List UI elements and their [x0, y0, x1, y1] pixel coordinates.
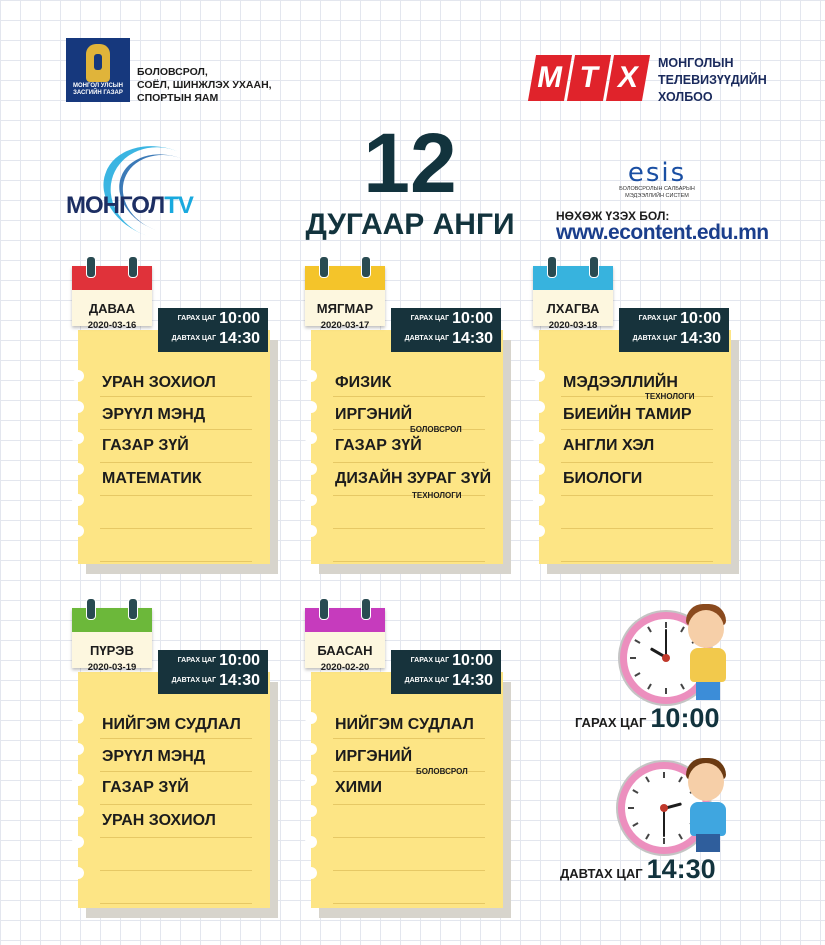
soyombo-emblem-icon — [86, 44, 110, 82]
air-time-value: 10:00 — [219, 652, 260, 669]
day-tab — [305, 608, 385, 673]
clock-tick — [680, 626, 685, 632]
day-tab — [72, 608, 152, 673]
air-time-row — [411, 652, 493, 670]
clock-tick — [647, 626, 652, 632]
gov-emblem-text: МОНГОЛ УЛСЫН ЗАСГИЙН ГАЗАР — [73, 83, 123, 96]
ruled-line — [100, 804, 252, 805]
repeat-time-row — [172, 330, 260, 348]
binder-holes — [305, 712, 317, 898]
subject-item: УРАН ЗОХИОЛ — [102, 374, 216, 391]
ministry-name-line: СОЁЛ, ШИНЖЛЭХ УХААН, — [137, 79, 272, 91]
air-time-label: ГАРАХ ЦАГ — [410, 657, 450, 664]
ruled-line — [333, 396, 485, 397]
calendar-rings-icon — [319, 598, 371, 620]
air-time-value: 10:00 — [680, 310, 721, 327]
ruled-line — [100, 429, 252, 430]
ruled-line — [333, 804, 485, 805]
ruled-line — [100, 903, 252, 904]
grade-title: ДУГААР АНГИ — [305, 208, 515, 241]
ruled-line — [100, 528, 252, 529]
clock-tick — [634, 639, 640, 644]
air-time-label: ГАРАХ ЦАГ — [638, 315, 678, 322]
subject-item: НИЙГЭМ СУДЛАЛ — [335, 716, 474, 733]
calendar-rings-icon — [86, 256, 138, 278]
mongol-tv-wordmark — [66, 192, 193, 220]
clock-tick — [628, 807, 634, 809]
ruled-line — [100, 837, 252, 838]
ruled-line — [561, 528, 713, 529]
day-date: 2020-03-19 — [87, 662, 137, 673]
repeat-time-label: ДАВТАХ ЦАГ — [632, 335, 678, 342]
ministry-name — [137, 66, 297, 105]
mtx-letter: Х — [606, 55, 650, 101]
ruled-line — [100, 561, 252, 562]
subject-item: МЭДЭЭЛЛИЙН — [563, 374, 678, 391]
clock-tick — [645, 833, 650, 839]
esis-subtitle: БОЛОВСРОЛЫН САЛБАРЫН — [619, 186, 695, 192]
mongol-tv-logo — [66, 148, 216, 240]
binder-holes — [305, 370, 317, 556]
binder-holes — [72, 370, 84, 556]
air-time-caption-value: 10:00 — [650, 703, 720, 733]
ruled-line — [333, 528, 485, 529]
subject-item: ИРГЭНИЙ — [335, 748, 413, 765]
subject-item: ИРГЭНИЙ — [335, 406, 413, 423]
calendar-rings-icon — [547, 256, 599, 278]
ruled-line — [561, 495, 713, 496]
broadcast-times — [158, 308, 268, 352]
ruled-line — [100, 462, 252, 463]
binder-holes — [533, 370, 545, 556]
ruled-line — [333, 870, 485, 871]
esis-logo — [612, 160, 702, 200]
air-time-value: 10:00 — [452, 310, 493, 327]
day-name: МЯГМАР — [316, 301, 374, 316]
day-name: ДАВАА — [88, 301, 136, 316]
ruled-line — [561, 429, 713, 430]
ruled-line — [333, 429, 485, 430]
clock-tick — [632, 789, 638, 794]
subject-item: ХИМИ — [335, 779, 382, 796]
subject-item: БИЕИЙН ТАМИР — [563, 406, 692, 423]
repeat-time-row — [172, 672, 260, 690]
mtx-name-line: ХОЛБОО — [658, 90, 713, 104]
air-time-caption-label: ГАРАХ ЦАГ — [575, 715, 647, 730]
day-date: 2020-03-18 — [548, 320, 598, 331]
clock-tick — [678, 833, 683, 839]
air-time-row — [411, 310, 493, 328]
repeat-time-value: 14:30 — [680, 330, 721, 347]
repeat-time-value: 14:30 — [452, 672, 493, 689]
esis-subtitle: МЭДЭЭЛЛИЙН СИСТЕМ — [625, 193, 689, 199]
repeat-time-row — [405, 330, 493, 348]
subject-item: ГАЗАР ЗҮЙ — [102, 437, 189, 454]
clock-tick — [663, 838, 665, 844]
air-time-label: ГАРАХ ЦАГ — [410, 315, 450, 322]
ministry-name-line: СПОРТЫН ЯАМ — [137, 92, 219, 104]
clock-tick — [632, 822, 638, 827]
day-date: 2020-02-20 — [320, 662, 370, 673]
econtent-link[interactable]: www.econtent.edu.mn — [556, 221, 769, 244]
air-time-caption — [575, 703, 719, 734]
ruled-line — [333, 462, 485, 463]
repeat-time-row — [633, 330, 721, 348]
day-tab — [72, 266, 152, 331]
ruled-line — [100, 771, 252, 772]
air-time-row — [178, 652, 260, 670]
repeat-time-label: ДАВТАХ ЦАГ — [171, 677, 217, 684]
broadcast-times — [391, 650, 501, 694]
esis-wordmark: esis — [627, 158, 687, 188]
clock-tick — [630, 657, 636, 659]
subject-item: ГАЗАР ЗҮЙ — [102, 779, 189, 796]
broadcast-times — [619, 308, 729, 352]
clock-tick — [647, 683, 652, 689]
subject-item: ФИЗИК — [335, 374, 392, 391]
repeat-time-value: 14:30 — [219, 672, 260, 689]
subject-subnote: БОЛОВСРОЛ — [416, 767, 468, 776]
clock-center — [662, 654, 670, 662]
day-tab — [533, 266, 613, 331]
mtx-letter: М — [528, 55, 572, 101]
clock-tick — [634, 672, 640, 677]
day-name: ПҮРЭВ — [90, 643, 134, 658]
subject-item: ЭРҮҮЛ МЭНД — [102, 406, 206, 423]
clock-tick — [645, 776, 650, 782]
ruled-line — [100, 495, 252, 496]
subject-item: БИОЛОГИ — [563, 470, 643, 487]
mtx-name-line: ТЕЛЕВИЗҮҮДИЙН — [658, 73, 767, 87]
ruled-line — [100, 738, 252, 739]
subject-subnote: БОЛОВСРОЛ — [410, 425, 462, 434]
binder-holes — [72, 712, 84, 898]
air-time-row — [639, 310, 721, 328]
repeat-time-caption — [560, 854, 716, 885]
mtx-association-name — [658, 55, 798, 106]
repeat-time-caption-value: 14:30 — [646, 854, 716, 884]
clock-tick — [665, 622, 667, 628]
subject-item: АНГЛИ ХЭЛ — [563, 437, 655, 454]
grade-number: 12 — [363, 116, 457, 210]
repeat-time-value: 14:30 — [219, 330, 260, 347]
broadcast-times — [158, 650, 268, 694]
day-date: 2020-03-17 — [320, 320, 370, 331]
subject-subnote: ТЕХНОЛОГИ — [412, 491, 462, 500]
repeat-time-row — [405, 672, 493, 690]
repeat-time-label: ДАВТАХ ЦАГ — [171, 335, 217, 342]
minute-hand — [663, 808, 665, 837]
air-time-label: ГАРАХ ЦАГ — [177, 657, 217, 664]
clock-tick — [678, 776, 683, 782]
day-tab — [305, 266, 385, 331]
mtx-letter: Т — [567, 55, 611, 101]
ruled-line — [333, 903, 485, 904]
day-date: 2020-03-16 — [87, 320, 137, 331]
ministry-name-line: БОЛОВСРОЛ, — [137, 66, 208, 78]
subject-item: ДИЗАЙН ЗУРАГ ЗҮЙ — [335, 470, 492, 487]
subject-item: УРАН ЗОХИОЛ — [102, 812, 216, 829]
subject-item: МАТЕМАТИК — [102, 470, 202, 487]
calendar-rings-icon — [319, 256, 371, 278]
ruled-line — [561, 561, 713, 562]
ruled-line — [561, 462, 713, 463]
mongol-tv-suffix: TV — [164, 192, 193, 219]
ruled-line — [333, 837, 485, 838]
repeat-time-label: ДАВТАХ ЦАГ — [404, 335, 450, 342]
clock-center — [660, 804, 668, 812]
ruled-line — [333, 495, 485, 496]
calendar-rings-icon — [86, 598, 138, 620]
clock-tick — [680, 683, 685, 689]
subject-subnote: ТЕХНОЛОГИ — [645, 392, 695, 401]
air-time-value: 10:00 — [219, 310, 260, 327]
catch-up-label: НӨХӨЖ ҮЗЭХ БОЛ: — [556, 209, 670, 223]
subject-item: ГАЗАР ЗҮЙ — [335, 437, 422, 454]
ruled-line — [333, 738, 485, 739]
broadcast-times — [391, 308, 501, 352]
government-emblem-logo — [66, 38, 130, 102]
repeat-time-value: 14:30 — [452, 330, 493, 347]
ruled-line — [333, 561, 485, 562]
ruled-line — [100, 396, 252, 397]
day-name: БААСАН — [317, 643, 373, 658]
mtx-logo — [532, 55, 646, 101]
repeat-time-label: ДАВТАХ ЦАГ — [404, 677, 450, 684]
mongol-tv-word: МОНГОЛ — [66, 192, 165, 219]
clock-tick — [663, 772, 665, 778]
air-time-row — [178, 310, 260, 328]
mtx-name-line: МОНГОЛЫН — [658, 56, 734, 70]
ruled-line — [100, 870, 252, 871]
subject-item: НИЙГЭМ СУДЛАЛ — [102, 716, 241, 733]
repeat-time-caption-label: ДАВТАХ ЦАГ — [560, 866, 643, 881]
air-time-value: 10:00 — [452, 652, 493, 669]
clock-tick — [665, 688, 667, 694]
air-time-label: ГАРАХ ЦАГ — [177, 315, 217, 322]
day-name: ЛХАГВА — [546, 301, 600, 316]
subject-item: ЭРҮҮЛ МЭНД — [102, 748, 206, 765]
